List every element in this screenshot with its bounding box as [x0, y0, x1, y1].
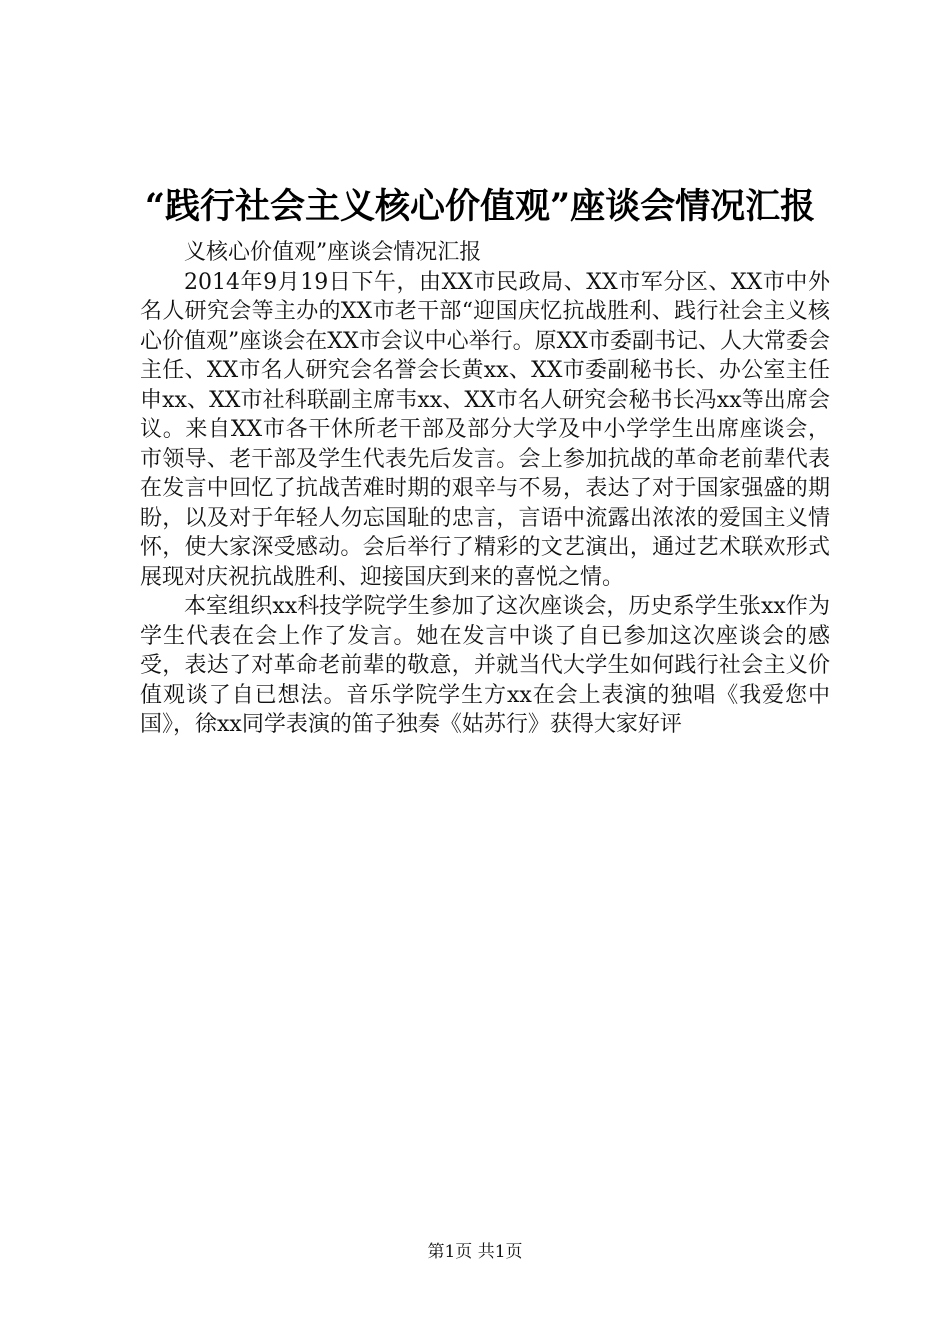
body-paragraph-3: 本室组织xx科技学院学生参加了这次座谈会，历史系学生张xx作为学生代表在会上作了发言。她在发言中谈了自已参加这次座谈会的感受，表达了对革命老前辈的敬意，并就当代大学生如何践行社会主义价值观谈了自已想法。音乐学院学生方xx在会上表演的独唱《我爱您中国》，徐xx同学表演的笛子独奏《姑苏行》获得大家好评 — [140, 594, 830, 737]
document-title: “践行社会主义核心价值观”座谈会情况汇报 — [144, 186, 816, 227]
body-paragraph-2: 2014年9月19日下午，由XX市民政局、XX市军分区、XX市中外名人研究会等主办的XX市老干部“迎国庆忆抗战胜利、践行社会主义核心价值观”座谈会在XX市会议中心举行。原XX市委副书记、人大常委会主任、XX市名人研究会名誉会长黄xx、XX市委副秘书长、办公室主任申xx、XX市社科联副主席韦xx、XX市名人研究会秘书长冯xx等出席会议。来自XX市各干休所老干部及部分大学及中小学学生出席座谈会，市领导、老干部及学生代表先后发言。会上参加抗战的革命老前辈代表在发言中回忆了抗战苦难时期的艰辛与不易，表达了对于国家强盛的期盼，以及对于年轻人勿忘国耻的忠言，言语中流露出浓浓的爱国主义情怀，使大家深受感动。会后举行了精彩的文艺演出，通过艺术联欢形式展现对庆祝抗战胜利、迎接国庆到来的喜悦之情。 — [140, 269, 830, 590]
body-paragraph-1: 义核心价值观”座谈会情况汇报 — [184, 240, 482, 265]
page-footer: 第1页 共1页 — [427, 1242, 523, 1262]
document-body — [140, 238, 830, 740]
